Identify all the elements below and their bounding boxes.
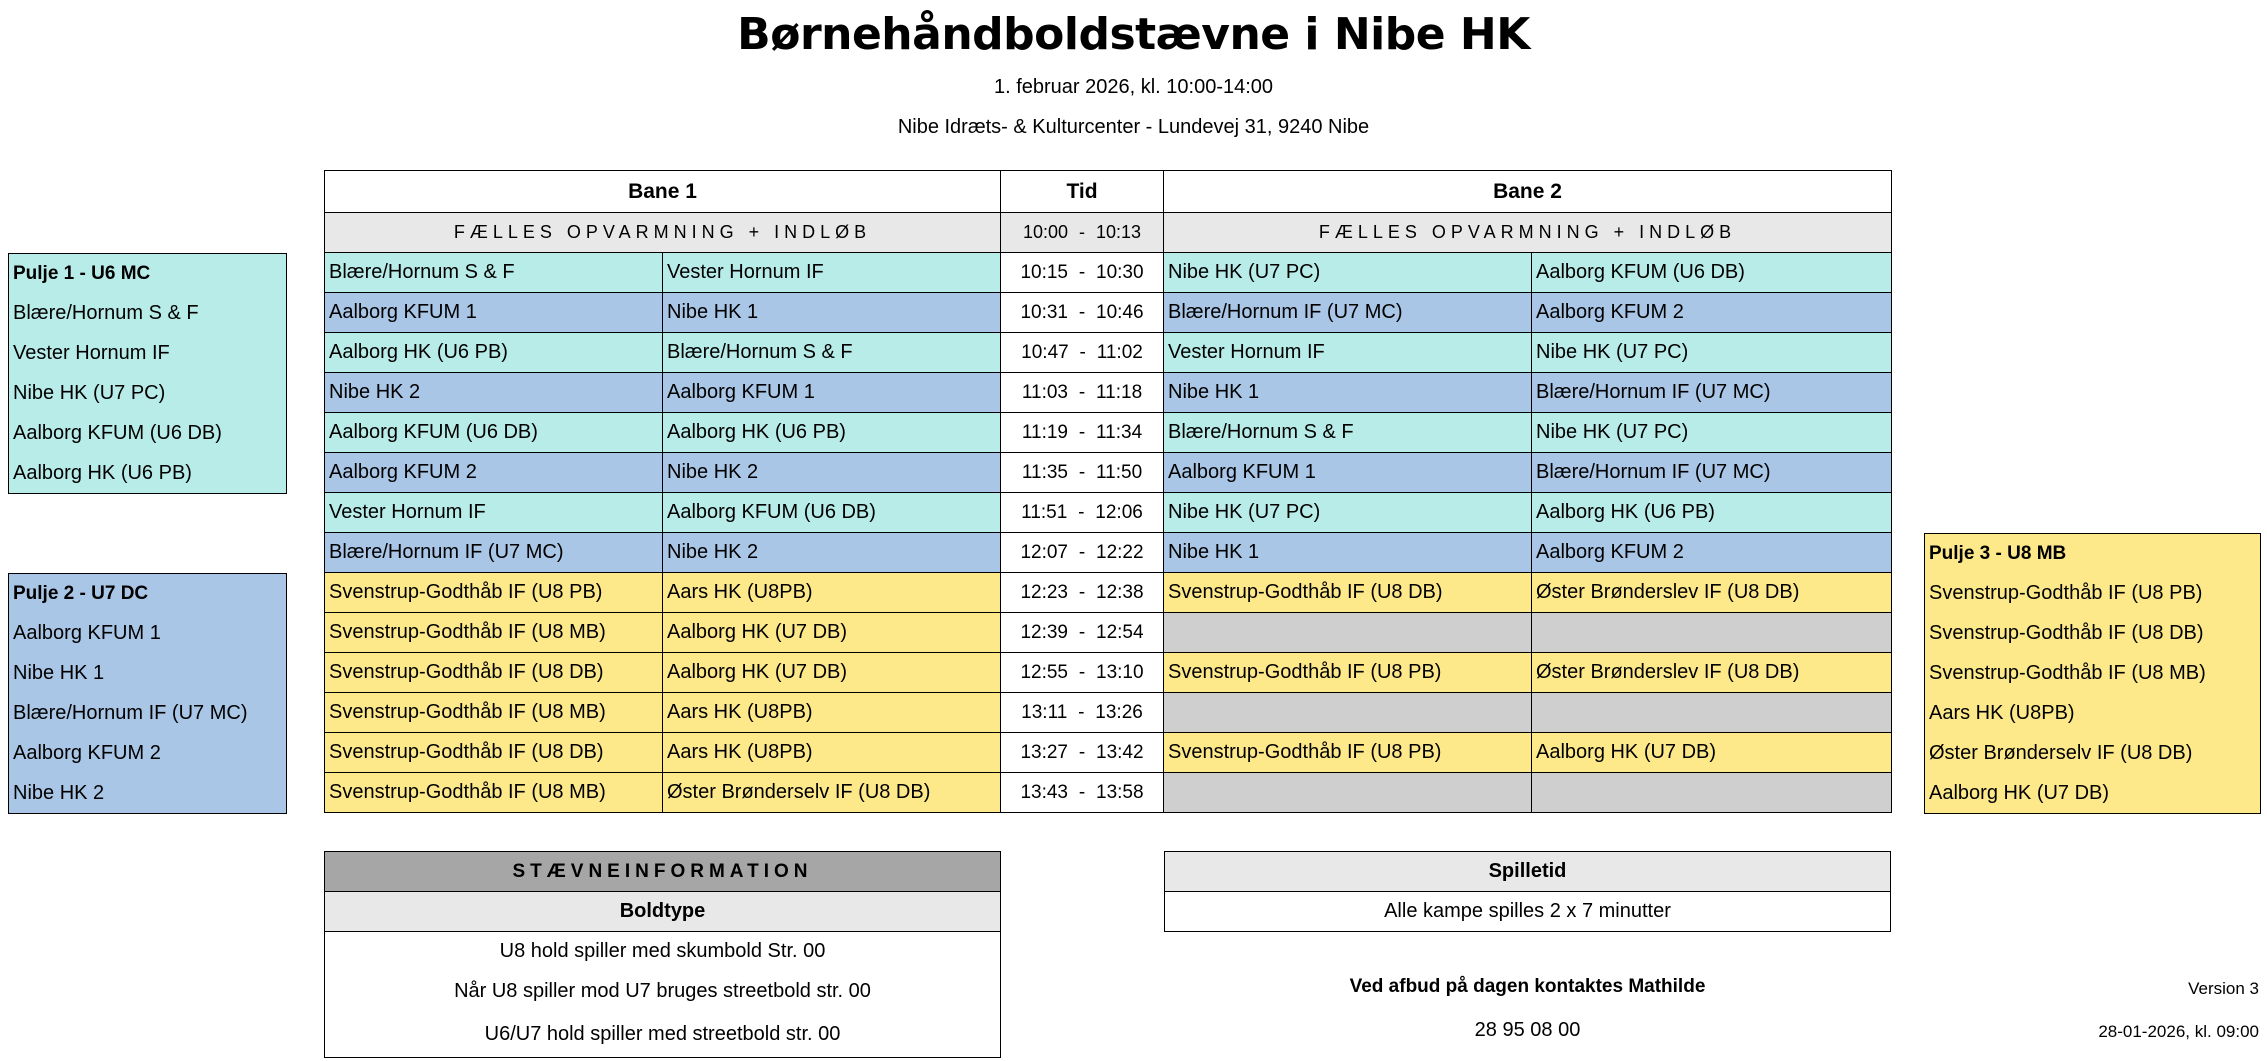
event-venue: Nibe Idræts- & Kulturcenter - Lundevej 31, 9240 Nibe: [897, 116, 1370, 138]
court-2-away-team: [1532, 773, 1892, 813]
match-row: [325, 373, 1892, 413]
page-title: Børnehåndboldstævne i Nibe HK: [737, 9, 1530, 60]
match-row: [325, 333, 1892, 373]
court-1-home-team: Nibe HK 2: [325, 373, 663, 413]
court-1-home-team: Svenstrup-Godthåb IF (U8 PB): [325, 573, 663, 613]
court-1-away-team: Aalborg HK (U7 DB): [663, 613, 1001, 653]
match-end: 11:18: [1096, 381, 1143, 403]
match-end: 13:42: [1096, 741, 1144, 763]
court-2-away-team: Aalborg KFUM (U6 DB): [1532, 253, 1892, 293]
court-2-away-team: [1532, 693, 1892, 733]
court-2-away-team: Blære/Hornum IF (U7 MC): [1532, 453, 1892, 493]
match-start: 12:07: [1020, 541, 1068, 563]
court-2-home-team: Svenstrup-Godthåb IF (U8 PB): [1164, 653, 1532, 693]
pool-title: Pulje 3 - U8 MB: [1925, 534, 2261, 574]
ball-rule: Når U8 spiller mod U7 bruges streetbold str. 00: [325, 972, 1001, 1012]
match-row: [325, 613, 1892, 653]
court-2-away-team: Nibe HK (U7 PC): [1532, 413, 1892, 453]
court-1-home-team: Svenstrup-Godthåb IF (U8 MB): [325, 613, 663, 653]
court-2-away-team: Øster Brønderslev IF (U8 DB): [1532, 653, 1892, 693]
pool-team: Blære/Hornum IF (U7 MC): [9, 694, 287, 734]
court-1-away-team: Aalborg KFUM 1: [663, 373, 1001, 413]
match-start: 13:27: [1020, 741, 1068, 763]
pool-team: Aalborg HK (U7 DB): [1925, 774, 2261, 814]
pool-team: Svenstrup-Godthåb IF (U8 MB): [1925, 654, 2261, 694]
warmup-row: [325, 213, 1892, 253]
match-row: [325, 413, 1892, 453]
pool-title: Pulje 1 - U6 MC: [9, 254, 287, 294]
pool-team: Nibe HK 2: [9, 774, 287, 814]
pool-team: Aalborg KFUM 1: [9, 614, 287, 654]
match-time: 11:19 - 11:34: [1001, 413, 1164, 453]
ball-type-heading: Boldtype: [325, 892, 1001, 932]
court-2-home-team: Svenstrup-Godthåb IF (U8 DB): [1164, 573, 1532, 613]
pool-team: Nibe HK 1: [9, 654, 287, 694]
court-2-away-team: Aalborg KFUM 2: [1532, 293, 1892, 333]
match-row: [325, 493, 1892, 533]
court-2-home-team: Nibe HK 1: [1164, 533, 1532, 573]
playtime-box: [1164, 851, 1891, 932]
court-1-away-team: Nibe HK 2: [663, 453, 1001, 493]
pool-team: Svenstrup-Godthåb IF (U8 PB): [1925, 574, 2261, 614]
court-2-home-team: Aalborg KFUM 1: [1164, 453, 1532, 493]
match-end: 12:22: [1096, 541, 1144, 563]
court-1-away-team: Øster Brønderselv IF (U8 DB): [663, 773, 1001, 813]
match-end: 11:34: [1096, 421, 1143, 443]
match-time: 13:27 - 13:42: [1001, 733, 1164, 773]
court-1-away-team: Nibe HK 2: [663, 533, 1001, 573]
match-start: 12:23: [1020, 581, 1068, 603]
court-1-away-team: Nibe HK 1: [663, 293, 1001, 333]
match-end: 13:10: [1096, 661, 1144, 683]
court-1-away-team: Aalborg HK (U7 DB): [663, 653, 1001, 693]
match-time: 12:55 - 13:10: [1001, 653, 1164, 693]
match-end: 12:54: [1096, 621, 1144, 643]
court-2-home-team: [1164, 693, 1532, 733]
pool-1-box: [8, 253, 287, 494]
schedule-header-row: [325, 171, 1892, 213]
court-1-home-team: Svenstrup-Godthåb IF (U8 DB): [325, 733, 663, 773]
court-1-home-team: Aalborg KFUM 1: [325, 293, 663, 333]
tournament-info-box: [324, 851, 1001, 1058]
court-2-header: Bane 2: [1164, 171, 1892, 213]
court-2-home-team: Nibe HK 1: [1164, 373, 1532, 413]
court-2-home-team: Svenstrup-Godthåb IF (U8 PB): [1164, 733, 1532, 773]
court-2-away-team: Blære/Hornum IF (U7 MC): [1532, 373, 1892, 413]
match-start: 10:31: [1020, 301, 1068, 323]
match-start: 12:39: [1020, 621, 1068, 643]
court-1-away-team: Aars HK (U8PB): [663, 693, 1001, 733]
match-row: [325, 693, 1892, 733]
match-row: [325, 453, 1892, 493]
pool-team: Svenstrup-Godthåb IF (U8 DB): [1925, 614, 2261, 654]
warmup-start: 10:00: [1022, 222, 1068, 242]
ball-rule: U6/U7 hold spiller med streetbold str. 00: [325, 1012, 1001, 1058]
match-row: [325, 573, 1892, 613]
contact-label: Ved afbud på dagen kontaktes Mathilde: [1349, 976, 1706, 997]
match-time: 11:03 - 11:18: [1001, 373, 1164, 413]
court-2-away-team: Aalborg HK (U6 PB): [1532, 493, 1892, 533]
court-2-home-team: Vester Hornum IF: [1164, 333, 1532, 373]
court-1-home-team: Blære/Hornum IF (U7 MC): [325, 533, 663, 573]
court-1-home-team: Aalborg HK (U6 PB): [325, 333, 663, 373]
match-start: 11:51: [1021, 501, 1068, 523]
court-1-away-team: Aars HK (U8PB): [663, 733, 1001, 773]
info-heading: STÆVNEINFORMATION: [325, 852, 1001, 892]
warmup-label-court-2: FÆLLES OPVARMNING + INDLØB: [1164, 213, 1892, 253]
match-end: 10:46: [1096, 301, 1144, 323]
court-1-home-team: Aalborg KFUM (U6 DB): [325, 413, 663, 453]
court-2-away-team: [1532, 613, 1892, 653]
match-end: 10:30: [1096, 261, 1144, 283]
match-end: 12:38: [1096, 581, 1144, 603]
match-time: 12:23 - 12:38: [1001, 573, 1164, 613]
pool-team: Aalborg KFUM 2: [9, 734, 287, 774]
court-2-home-team: Nibe HK (U7 PC): [1164, 253, 1532, 293]
playtime-heading: Spilletid: [1165, 852, 1891, 892]
version-label: Version 3: [2188, 979, 2259, 998]
match-row: [325, 653, 1892, 693]
court-1-home-team: Svenstrup-Godthåb IF (U8 MB): [325, 693, 663, 733]
match-time: 11:51 - 12:06: [1001, 493, 1164, 533]
court-2-home-team: Nibe HK (U7 PC): [1164, 493, 1532, 533]
court-1-home-team: Aalborg KFUM 2: [325, 453, 663, 493]
pool-team: Blære/Hornum S & F: [9, 294, 287, 334]
match-start: 11:03: [1021, 381, 1068, 403]
time-header: Tid: [1001, 171, 1164, 213]
court-2-home-team: [1164, 773, 1532, 813]
match-start: 10:47: [1021, 341, 1069, 363]
court-1-away-team: Aalborg KFUM (U6 DB): [663, 493, 1001, 533]
match-time: 11:35 - 11:50: [1001, 453, 1164, 493]
court-2-away-team: Aalborg KFUM 2: [1532, 533, 1892, 573]
court-2-away-team: Øster Brønderslev IF (U8 DB): [1532, 573, 1892, 613]
match-row: [325, 293, 1892, 333]
pool-3-box: [1924, 533, 2261, 814]
match-time: 12:07 - 12:22: [1001, 533, 1164, 573]
warmup-time: 10:00 - 10:13: [1001, 213, 1164, 253]
court-1-home-team: Vester Hornum IF: [325, 493, 663, 533]
match-start: 12:55: [1020, 661, 1068, 683]
court-2-home-team: Blære/Hornum S & F: [1164, 413, 1532, 453]
pool-team: Nibe HK (U7 PC): [9, 374, 287, 414]
warmup-end: 10:13: [1096, 222, 1142, 242]
ball-rule: U8 hold spiller med skumbold Str. 00: [325, 932, 1001, 972]
match-schedule-table: [324, 170, 1892, 813]
match-row: [325, 253, 1892, 293]
contact-phone: 28 95 08 00: [1474, 1019, 1581, 1041]
court-2-away-team: Aalborg HK (U7 DB): [1532, 733, 1892, 773]
match-start: 11:35: [1021, 461, 1068, 483]
match-start: 13:43: [1020, 781, 1068, 803]
match-end: 11:02: [1096, 341, 1143, 363]
match-end: 12:06: [1095, 501, 1143, 523]
match-time: 10:15 - 10:30: [1001, 253, 1164, 293]
match-start: 11:19: [1021, 421, 1068, 443]
match-time: 10:31 - 10:46: [1001, 293, 1164, 333]
pool-2-box: [8, 573, 287, 814]
pool-team: Øster Brønderselv IF (U8 DB): [1925, 734, 2261, 774]
updated-timestamp: 28-01-2026, kl. 09:00: [2098, 1022, 2259, 1041]
pool-title: Pulje 2 - U7 DC: [9, 574, 287, 614]
match-end: 13:58: [1096, 781, 1144, 803]
pool-team: Vester Hornum IF: [9, 334, 287, 374]
match-time: 13:11 - 13:26: [1001, 693, 1164, 733]
match-start: 13:11: [1021, 701, 1068, 723]
match-end: 13:26: [1095, 701, 1143, 723]
warmup-label-court-1: FÆLLES OPVARMNING + INDLØB: [325, 213, 1001, 253]
match-time: 12:39 - 12:54: [1001, 613, 1164, 653]
pool-team: Aalborg KFUM (U6 DB): [9, 414, 287, 454]
court-1-home-team: Svenstrup-Godthåb IF (U8 DB): [325, 653, 663, 693]
court-1-home-team: Svenstrup-Godthåb IF (U8 MB): [325, 773, 663, 813]
court-2-home-team: [1164, 613, 1532, 653]
court-2-away-team: Nibe HK (U7 PC): [1532, 333, 1892, 373]
pool-team: Aalborg HK (U6 PB): [9, 454, 287, 494]
court-1-away-team: Vester Hornum IF: [663, 253, 1001, 293]
court-1-home-team: Blære/Hornum S & F: [325, 253, 663, 293]
court-1-header: Bane 1: [325, 171, 1001, 213]
pool-team: Aars HK (U8PB): [1925, 694, 2261, 734]
court-1-away-team: Aalborg HK (U6 PB): [663, 413, 1001, 453]
court-1-away-team: Aars HK (U8PB): [663, 573, 1001, 613]
match-row: [325, 733, 1892, 773]
match-row: [325, 773, 1892, 813]
playtime-value: Alle kampe spilles 2 x 7 minutter: [1165, 892, 1891, 932]
match-time: 13:43 - 13:58: [1001, 773, 1164, 813]
match-time: 10:47 - 11:02: [1001, 333, 1164, 373]
match-end: 11:50: [1096, 461, 1143, 483]
event-date: 1. februar 2026, kl. 10:00-14:00: [993, 76, 1274, 98]
court-2-home-team: Blære/Hornum IF (U7 MC): [1164, 293, 1532, 333]
match-start: 10:15: [1020, 261, 1068, 283]
court-1-away-team: Blære/Hornum S & F: [663, 333, 1001, 373]
match-row: [325, 533, 1892, 573]
